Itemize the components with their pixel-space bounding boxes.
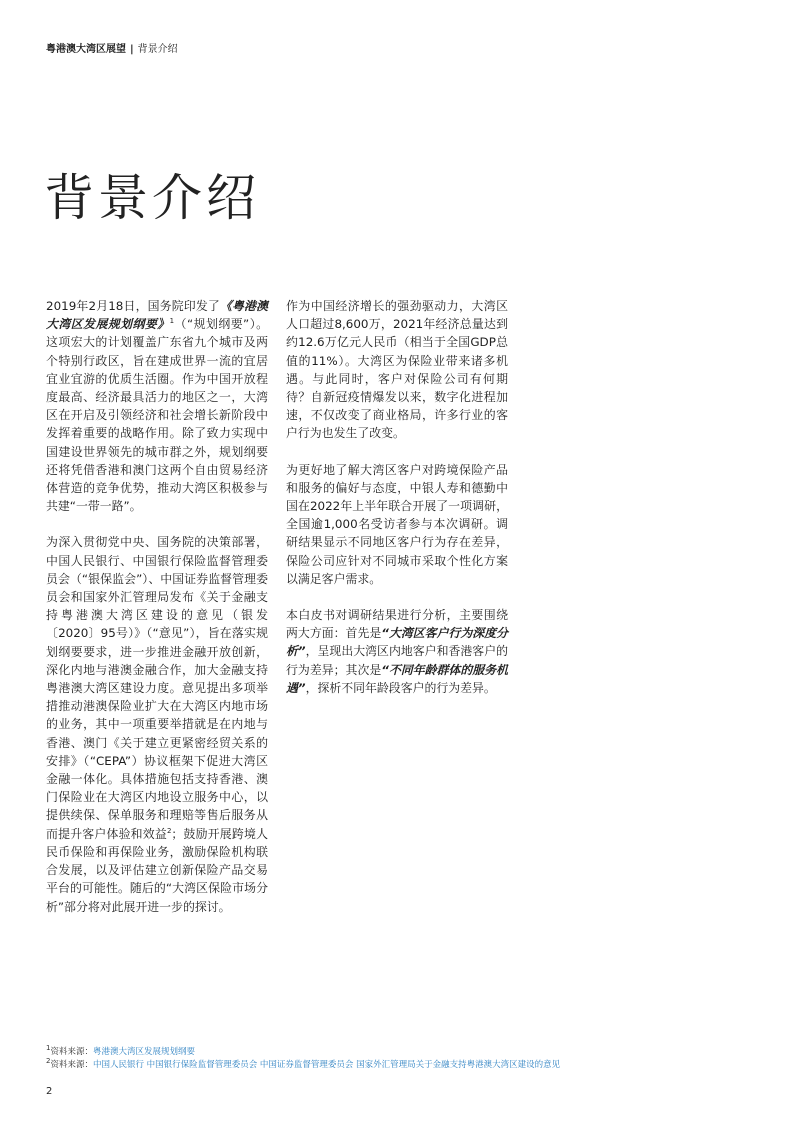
left-paragraph-1: [46, 297, 268, 515]
footnote-label: 资料来源：: [50, 1060, 93, 1070]
emphasis-document-title: 《粤港澳大湾区发展规划纲要》: [46, 299, 268, 332]
text-span: 2019年2月18日，国务院印发了: [46, 299, 220, 313]
right-paragraph-3: [286, 606, 508, 697]
right-paragraph-1: 作为中国经济增长的强劲驱动力，大湾区人口超过8,600万，2021年经济总量达到约12.6万亿元人民币（相当于全国GDP总值的11%）。大湾区为保险业带来诸多机遇。与此同时，客户对保险公司有何期待？自新冠疫情爆发以来，数字化进程加速，不仅改变了商业格局，许多行业的客户行为也发生了改变。: [286, 299, 508, 441]
text-span: ，呈现出大湾区内地客户和香港客户的行为差异；其次是: [286, 644, 508, 677]
right-paragraph-2: 为更好地了解大湾区客户对跨境保险产品和服务的偏好与态度，中银人寿和德勤中国在2022年上半年联合开展了一项调研，全国逾1,000名受访者参与本次调研。调研结果显示不同地区客户行为存在差异，保险公司应针对不同城市采取个性化方案以满足客户需求。: [286, 462, 508, 586]
footnote-source-link[interactable]: 粤港澳大湾区发展规划纲要: [92, 1047, 195, 1057]
left-column: [46, 297, 268, 934]
page-number: 2: [46, 1086, 53, 1097]
footnote-ref-2: 2: [166, 826, 172, 835]
right-column: [286, 297, 508, 715]
footnote-1: [46, 1046, 560, 1059]
footnote-source-link[interactable]: 中国人民银行 中国银行保险监督管理委员会 中国证券监督管理委员会 国家外汇管理局关于金融支持粤港澳大湾区建设的意见: [92, 1060, 561, 1070]
footnote-number: 2: [46, 1057, 51, 1066]
footnote-ref-1: 1: [169, 317, 175, 326]
text-span: ；鼓励开展跨境人民币保险和再保险业务，激励保险机构联合发展，以及评估建立创新保险产品交易平台的可能性。随后的“大湾区保险市场分析”部分将对此展开进一步的探讨。: [46, 826, 268, 914]
text-span: 本白皮书对调研结果进行分析，主要围绕两大方面：首先是: [286, 608, 508, 641]
footnote-label: 资料来源：: [50, 1047, 93, 1057]
footnotes: [46, 1046, 560, 1072]
running-header: [46, 44, 178, 56]
text-span: ，探析不同年龄段客户的行为差异。: [305, 680, 496, 695]
header-separator: |: [130, 44, 134, 55]
page-title: 背景介绍: [44, 169, 260, 227]
text-span: 为深入贯彻党中央、国务院的决策部署，中国人民银行、中国银行保险监督管理委员会（“银保监会”）、中国证券监督管理委员会和国家外汇管理局发布《关于金融支持粤港澳大湾区建设的意见（银发〔2020〕95号）》（“意见”），旨在落实规划纲要要求，进一步推进金融开放创新，深化内地与港澳金融合作，加大金融支持粤港澳大湾区建设力度。意见提出多项举措推动港澳保险业扩大在大湾区内地市场的业务，其中一项重要举措就是在内地与香港、澳门《关于建立更紧密经贸关系的安排》（“CEPA”）协议框架下促进大湾区金融一体化。具体措施包括支持香港、澳门保险业在大湾区内地设立服务中心，以提供续保、保单服务和理赔等售后服务从而提升客户体验和效益: [46, 535, 268, 841]
text-span: （“规划纲要”）。这项宏大的计划覆盖广东省九个城市及两个特别行政区，旨在建成世界一流的宜居宜业宜游的优质生活圈。作为中国开放程度最高、经济最具活力的地区之一，大湾区在开启及引领经济和社会增长新阶段中发挥着重要的战略作用。除了致力实现中国建设世界领先的城市群之外，规划纲要还将凭借香港和澳门这两个自由贸易经济体营造的竞争优势，推动大湾区积极参与共建“一带一路”。: [46, 317, 268, 514]
emphasis-section-ref-1: “大湾区客户行为深度分析”: [286, 626, 508, 659]
emphasis-section-ref-2: “不同年龄群体的服务机遇”: [286, 662, 508, 695]
footnote-number: 1: [46, 1044, 51, 1053]
footnote-2: [46, 1059, 560, 1072]
header-series-title: 粤港澳大湾区展望: [46, 44, 126, 55]
header-section-title: 背景介绍: [137, 44, 178, 55]
left-paragraph-2: [46, 533, 268, 915]
